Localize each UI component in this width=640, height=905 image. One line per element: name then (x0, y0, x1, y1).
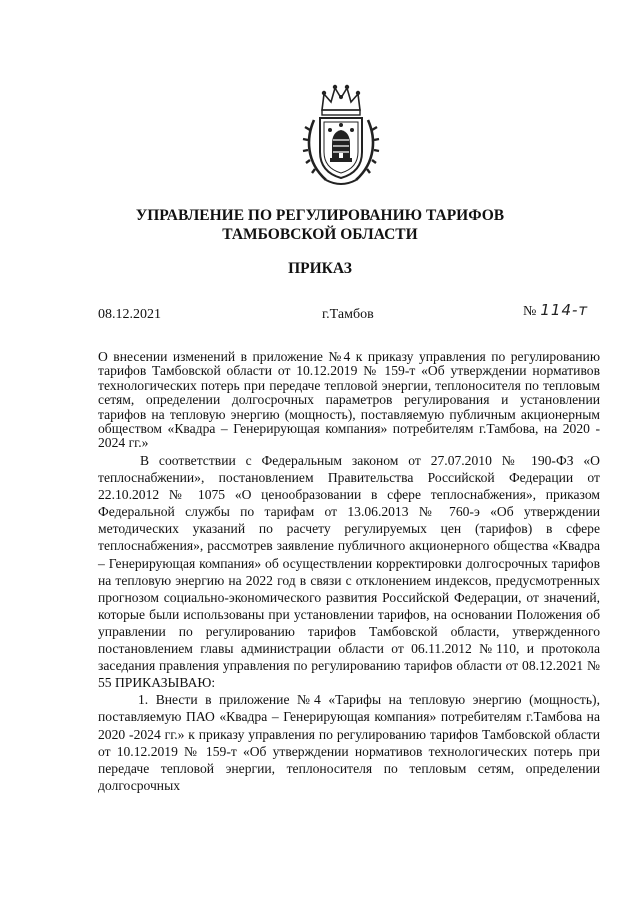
organization-line-2: ТАМБОВСКОЙ ОБЛАСТИ (222, 226, 418, 243)
coat-of-arms-emblem (300, 80, 382, 192)
document-date: 08.12.2021 (98, 307, 161, 322)
document-number (523, 301, 588, 320)
document-city: г.Тамбов (322, 307, 374, 322)
document-title: О внесении изменений в приложение №4 к приказу управления по регулированию тарифов Тамбовской области от 10.12.2019 № 159-т «Об утверждении нормативов технологических потерь при передаче тепловой энергии, теплоносителя по тепловым сетям, определении долгосрочных параметров регулирования и установлении тарифов на тепловую энергию (мощность), поставляемую публичным акционерным обществом «Квадра – Генерирующая компания» потребителям г.Тамбова, на 2020 - 2024 гг.» (98, 349, 600, 451)
coat-of-arms-icon (300, 80, 382, 192)
document-number-handwritten: 114-т (540, 301, 589, 319)
body-paragraph-1: В соответствии с Федеральным законом от 27.07.2010 № 190-ФЗ «О теплоснабжении», постановлением Правительства Российской Федерации от 22.10.2012 № 1075 «О ценообразовании в сфере теплоснабжения», приказом Федеральной службы по тарифам от 13.06.2013 № 760-э «Об утверждении методических указаний по расчету регулируемых цен (тарифов) в сфере теплоснабжения», рассмотрев заявление публичного акционерного общества «Квадра – Генерирующая компания» об осуществлении корректировки долгосрочных тарифов на тепловую энергию на 2022 год в связи с отклонением индексов, предусмотренных прогнозом социально-экономического развития Российской Федерации, от значений, которые были использованы при установлении тарифов, на основании Положения об управлении по регулированию тарифов Тамбовской области, утвержденного постановлением главы администрации области от 06.11.2012 №110, и протокола заседания правления управления по регулированию тарифов области от 08.12.2021 № 55 ПРИКАЗЫВАЮ: (98, 453, 600, 691)
organization-line-1: УПРАВЛЕНИЕ ПО РЕГУЛИРОВАНИЮ ТАРИФОВ (135, 207, 505, 224)
organization-heading (0, 206, 640, 244)
document-type: ПРИКАЗ (288, 260, 352, 277)
document-number-label: № (523, 304, 537, 319)
body-paragraph-2: 1. Внести в приложение №4 «Тарифы на тепловую энергию (мощность), поставляемую ПАО «Квадра – Генерирующая компания» потребителям г.Тамбова на 2020 -2024 гг.» к приказу управления по регулированию тарифов Тамбовской области от 10.12.2019 № 159-т «Об утверждении нормативов технологических потерь при передаче тепловой энергии, теплоносителя по тепловым сетям, определении долгосрочных (98, 692, 600, 793)
document-body (98, 452, 600, 794)
